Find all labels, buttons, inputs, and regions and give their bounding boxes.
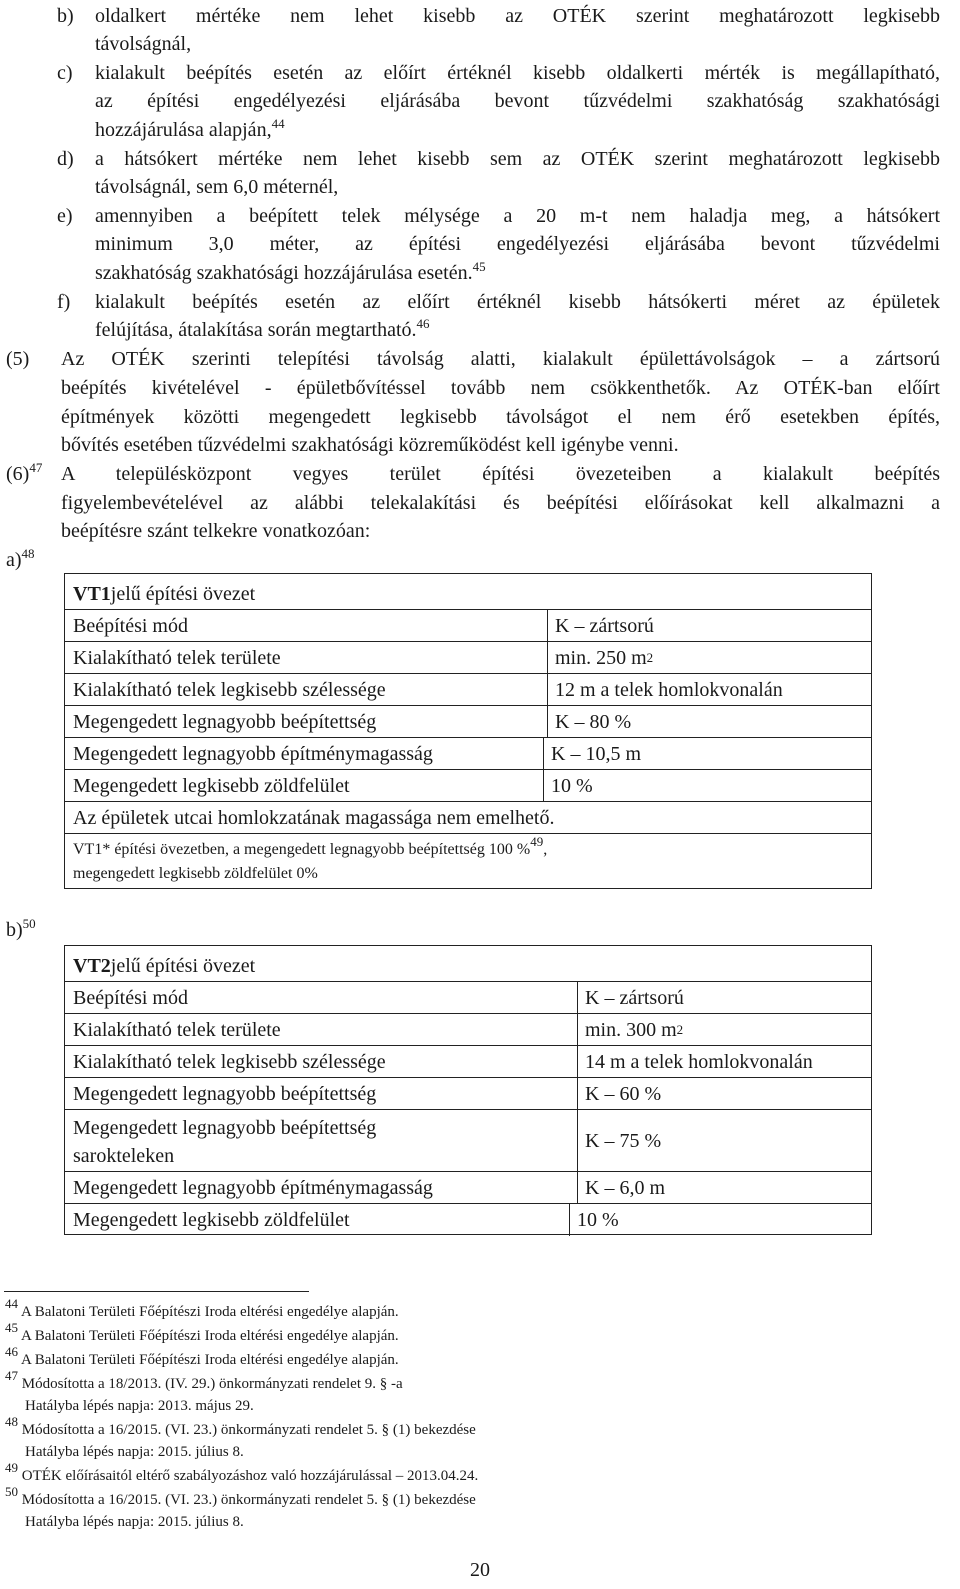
item-c-line1: kialakult beépítés esetén az előírt értéknél kisebb oldalkerti mérték is megállapítható, — [95, 62, 940, 84]
table-row — [65, 982, 871, 1014]
item-d-marker: d) — [57, 148, 74, 170]
table-cell-value: K – 6,0 m — [585, 1176, 665, 1199]
footnote-48-cont: Hatályba lépés napja: 2015. július 8. — [25, 1444, 244, 1460]
table-cell-value: 14 m a telek homlokvonalán — [585, 1050, 813, 1073]
item-f-line1: kialakult beépítés esetén az előírt értéknél kisebb hátsókerti méret az épületek — [95, 291, 940, 313]
table-cell-label: Beépítési mód — [73, 986, 188, 1009]
table-vt1-note: Az épületek utcai homlokzatának magassága nem emelhető. — [73, 806, 555, 829]
table-vt1-divider — [543, 738, 544, 802]
table-row — [65, 642, 871, 674]
item-b-marker: b) — [57, 5, 74, 27]
para5-line4: bővítés esetében tűzvédelmi szakhatósági közreműködést kell igénybe venni. — [61, 434, 679, 456]
footnote-ref-49: 49 — [530, 834, 544, 849]
item-e-marker: e) — [57, 205, 73, 227]
table-vt1 — [64, 573, 872, 889]
table-row — [65, 738, 871, 770]
table-row — [65, 1078, 871, 1110]
para5-line1: Az OTÉK szerinti telepítési távolság alatti, kialakult épülettávolságok – a zártsorú — [61, 348, 940, 370]
table-cell-label: Megengedett legkisebb zöldfelület — [73, 774, 350, 797]
sub-b-marker: b)$^{50}$ — [6, 916, 36, 941]
para6-line3: beépítésre szánt telkekre vonatkozóan: — [61, 520, 371, 542]
item-f-line2: felújítása, átalakítása során megtartható.$^{46}$ — [95, 316, 430, 341]
table-row — [65, 1110, 871, 1172]
table-cell-label: Megengedett legnagyobb beépítettség — [73, 710, 377, 733]
table-row — [65, 1014, 871, 1046]
table-cell-label: Megengedett legkisebb zöldfelület — [73, 1209, 350, 1231]
footnote-ref-50: 50 — [22, 916, 36, 931]
table-row — [65, 706, 871, 738]
table-row — [65, 610, 871, 642]
table-vt1-title: VT1 jelű építési övezet — [73, 582, 256, 605]
table-vt2-divider — [577, 982, 578, 1204]
footnote-49: $^{49}$ OTÉK előírásaitól eltérő szabályozáshoz való hozzájárulással – 2013.04.24. — [5, 1460, 479, 1484]
page-number: 20 — [470, 1559, 490, 1581]
table-cell-label: Kialakítható telek legkisebb szélessége — [73, 1050, 386, 1073]
item-e-line3: szakhatóság szakhatósági hozzájárulása esetén.$^{45}$ — [95, 259, 486, 284]
sub-a-marker: a)$^{48}$ — [6, 546, 35, 571]
table-cell-value: K – 75 % — [585, 1129, 662, 1152]
table-cell-value: K – 10,5 m — [551, 742, 641, 765]
para6-line1: A településközpont vegyes terület építési övezeteiben a kialakult beépítés — [61, 463, 940, 485]
table-cell-label: Megengedett legnagyobb építménymagasság — [73, 1176, 433, 1199]
para6-line2: figyelembevételével az alábbi telekalakítási és beépítési előírásokat kell alkalmazni a — [61, 492, 940, 514]
table-vt1-note-row — [65, 802, 871, 834]
para5-line3: építmények közötti megengedett legkisebb távolságot el nem érő esetekben építés, — [61, 406, 940, 428]
table-vt2-divider — [569, 1204, 570, 1236]
footnote-ref-48: 48 — [21, 546, 35, 561]
footnote-50: $^{50}$ Módosította a 16/2015. (VI. 23.) önkormányzati rendelet 5. § (1) bekezdése — [5, 1484, 476, 1508]
table-row — [65, 674, 871, 706]
table-row — [65, 770, 871, 802]
footnote-separator — [4, 1291, 309, 1292]
table-cell-label: Megengedett legnagyobb beépítettség — [73, 1082, 377, 1105]
table-vt2-title-row — [65, 946, 871, 982]
item-e-line2: minimum 3,0 méter, az építési engedélyezési eljárásába bevont tűzvédelmi — [95, 233, 940, 255]
footnote-ref-46: 46 — [416, 316, 430, 331]
footnote-47: $^{47}$ Módosította a 18/2013. (IV. 29.) önkormányzati rendelet 9. § -a — [5, 1368, 403, 1392]
footnote-44: $^{44}$ A Balatoni Területi Főépítészi Iroda eltérési engedélye alapján. — [5, 1296, 399, 1320]
table-cell-value: K – 80 % — [555, 710, 632, 733]
item-f-marker: f) — [57, 291, 71, 313]
table-vt2-title: VT2 jelű építési övezet — [73, 954, 256, 977]
item-d-line1: a hátsókert mértéke nem lehet kisebb sem az OTÉK szerint meghatározott legkisebb — [95, 148, 940, 170]
item-e-line1: amennyiben a beépített telek mélysége a 20 m-t nem haladja meg, a hátsókert — [95, 205, 940, 227]
table-cell-value: K – zártsorú — [555, 614, 654, 637]
table-cell-value: 10 % — [551, 774, 593, 797]
table-vt1-divider — [547, 610, 548, 738]
table-cell-label: Beépítési mód — [73, 614, 188, 637]
table-row — [65, 1204, 871, 1236]
table-vt1-footnote-row — [65, 834, 871, 890]
table-vt2 — [64, 945, 872, 1235]
table-cell-value: min. 300 m 2 — [585, 1018, 684, 1041]
item-d-line2: távolságnál, sem 6,0 méternél, — [95, 176, 339, 198]
footnote-ref-45: 45 — [472, 259, 486, 274]
table-cell-label: Kialakítható telek területe — [73, 646, 281, 669]
table-cell-label: Megengedett legnagyobb beépítettség sarokteleken — [73, 1117, 377, 1167]
footnote-46: $^{46}$ A Balatoni Területi Főépítészi Iroda eltérési engedélye alapján. — [5, 1344, 399, 1368]
table-vt1-title-row — [65, 574, 871, 610]
footnote-ref-44: 44 — [271, 116, 285, 131]
footnote-ref-47: 47 — [29, 460, 43, 475]
item-b-line2: távolságnál, — [95, 33, 192, 55]
table-row — [65, 1046, 871, 1078]
table-cell-value: K – zártsorú — [585, 986, 684, 1009]
footnote-47-cont: Hatályba lépés napja: 2013. május 29. — [25, 1398, 254, 1414]
table-row — [65, 1172, 871, 1204]
table-cell-value: 12 m a telek homlokvonalán — [555, 678, 783, 701]
footnote-48: $^{48}$ Módosította a 16/2015. (VI. 23.) önkormányzati rendelet 5. § (1) bekezdése — [5, 1414, 476, 1438]
para6-marker: $(6)^{47}$ — [6, 460, 43, 485]
item-b-line1: oldalkert mértéke nem lehet kisebb az OTÉK szerint meghatározott legkisebb — [95, 5, 940, 27]
table-cell-label: Kialakítható telek területe — [73, 1018, 281, 1041]
item-c-line3: hozzájárulása alapján,$^{44}$ — [95, 116, 285, 141]
item-c-marker: c) — [57, 62, 73, 84]
item-c-line2: az építési engedélyezési eljárásába bevont tűzvédelmi szakhatóság szakhatósági — [95, 90, 940, 112]
table-vt1-footnote: VT1* építési övezetben, a megengedett legnagyobb beépítettség 100 %$^{49}$, megengedett legkisebb zöldfelület 0% — [73, 834, 548, 882]
table-cell-label: Megengedett legnagyobb építménymagasság — [73, 742, 433, 765]
para5-line2: beépítés kivételével - épületbővítéssel tovább nem csökkenthetők. Az OTÉK-ban előírt — [61, 377, 940, 399]
table-cell-value: 10 % — [577, 1209, 619, 1231]
footnote-45: $^{45}$ A Balatoni Területi Főépítészi Iroda eltérési engedélye alapján. — [5, 1320, 399, 1344]
para5-marker: (5) — [6, 348, 30, 370]
table-cell-value: K – 60 % — [585, 1082, 662, 1105]
footnote-50-cont: Hatályba lépés napja: 2015. július 8. — [25, 1514, 244, 1530]
table-cell-value: min. 250 m 2 — [555, 646, 654, 669]
table-cell-label: Kialakítható telek legkisebb szélessége — [73, 678, 386, 701]
